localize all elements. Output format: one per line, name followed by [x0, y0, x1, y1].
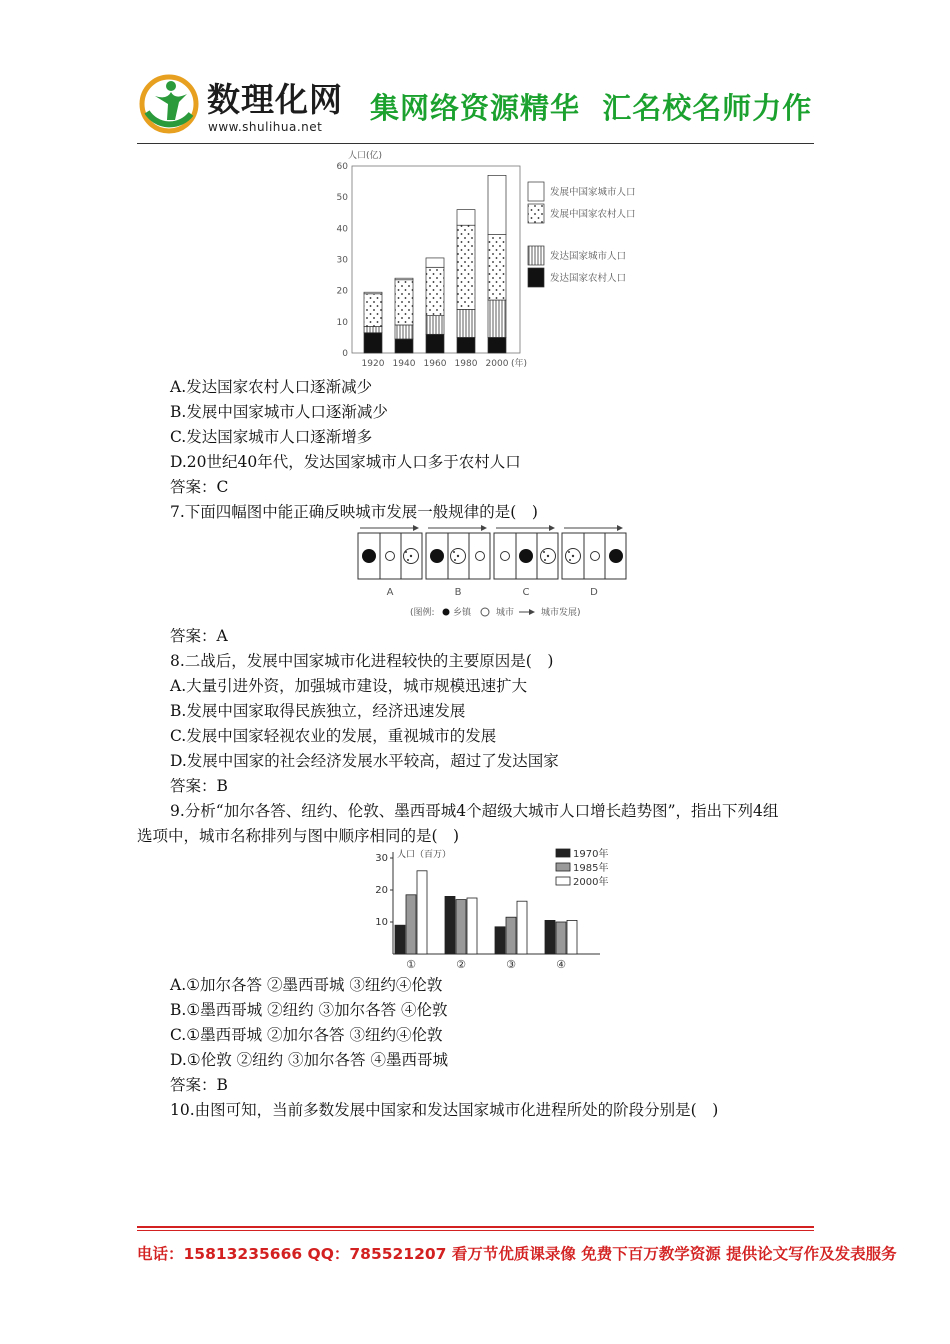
chart1-bar-segment	[488, 235, 506, 300]
chart1-bar-segment	[426, 267, 444, 315]
chart1-legend-swatch	[528, 246, 544, 265]
chart2-ytick-label: 20	[375, 885, 388, 896]
chart1-ytick-label: 0	[342, 349, 348, 359]
chart2-bar	[517, 901, 527, 954]
footer-contact: 电话：15813235666 QQ：785521207 看万节优质课录像 免费下百万教学资源 提供论文写作及发表服务	[137, 1245, 897, 1263]
diagram-panel-d	[562, 528, 626, 598]
chart1-bar-segment	[426, 334, 444, 353]
footer-divider	[137, 1226, 814, 1228]
q9-answer: 答案：B	[170, 1076, 228, 1094]
city-development-diagram	[350, 524, 650, 619]
diagram-label-a: A	[386, 587, 394, 598]
q8-option-c: C.发展中国家轻视农业的发展，重视城市的发展	[170, 727, 497, 745]
chart2-xtick-label: ①	[406, 958, 416, 970]
chart2-bar	[456, 900, 466, 954]
q7-question: 7.下面四幅图中能正确反映城市发展一般规律的是( )	[170, 503, 538, 521]
legend-town-label: 乡镇	[453, 608, 472, 618]
q7-answer: 答案：A	[170, 627, 228, 645]
footer-divider-thin	[137, 1230, 814, 1231]
chart1-bar-segment	[395, 278, 413, 280]
chart2-ytick-label: 10	[375, 917, 388, 928]
chart2-legend-swatch	[556, 863, 570, 871]
chart1-bar-segment	[364, 333, 382, 353]
brand-url[interactable]: www.shulihua.net	[208, 120, 323, 134]
chart2-xtick-label: ④	[556, 958, 566, 970]
q6-option-d: D.20世纪40年代，发达国家城市人口多于农村人口	[170, 453, 521, 471]
chart2-xtick-label: ③	[506, 958, 516, 970]
chart1-bar-segment	[488, 175, 506, 234]
chart2-xtick-label: ②	[456, 958, 466, 970]
chart1-xtick-label: 1920	[361, 359, 385, 369]
chart1-legend-swatch	[528, 268, 544, 287]
site-logo[interactable]	[137, 70, 367, 140]
chart1-ytick-label: 30	[336, 255, 348, 266]
brand-name: 数理化网	[207, 80, 343, 119]
q8-option-b: B.发展中国家取得民族独立，经济迅速发展	[170, 702, 466, 720]
chart1-legend-label: 发展中国家城市人口	[550, 187, 636, 198]
person-circle-logo-icon	[137, 70, 201, 136]
chart1-ytick-label: 10	[336, 317, 348, 328]
chart1-xtick-label: 1960	[423, 359, 447, 369]
legend-arrow-label: 城市发展)	[541, 608, 581, 618]
q10-question: 10.由图可知，当前多数发展中国家和发达国家城市化进程所处的阶段分别是( )	[170, 1101, 719, 1119]
chart1-bar-segment	[364, 294, 382, 327]
chart1-bar-segment	[395, 280, 413, 325]
diagram-label-b: B	[454, 587, 462, 598]
chart1-xtick-label: 2000	[485, 359, 509, 369]
header-divider	[137, 143, 814, 144]
chart2-bar	[556, 922, 566, 954]
chart1-bar-segment	[457, 225, 475, 309]
chart2-legend-label: 2000年	[573, 877, 609, 888]
q6-answer: 答案：C	[170, 478, 229, 496]
header-slogan: 集网络资源精华 汇名校名师力作	[370, 91, 813, 125]
q9-option-c: C.①墨西哥城 ②加尔各答 ③纽约④伦敦	[170, 1026, 443, 1044]
chart2-bar	[467, 898, 477, 954]
chart2-bar	[406, 895, 416, 954]
chart2-legend-swatch	[556, 877, 570, 885]
q9-question-line1: 9.分析“加尔各答、纽约、伦敦、墨西哥城4个超级大城市人口增长趋势图”，指出下列4组	[170, 802, 779, 820]
legend-prefix: (图例:	[410, 608, 435, 618]
chart1-ylabel: 人口(亿)	[348, 151, 383, 161]
chart1-xtick-label: 1940	[392, 359, 416, 369]
q9-question-line2: 选项中，城市名称排列与图中顺序相同的是( )	[137, 827, 460, 845]
q6-option-c: C.发达国家城市人口逐渐增多	[170, 428, 373, 446]
chart2-legend-label: 1985年	[573, 863, 609, 874]
chart1-xunit: (年)	[511, 359, 528, 369]
diagram-legend	[410, 606, 581, 618]
chart2-bar	[567, 920, 577, 954]
chart1-legend-swatch	[528, 204, 544, 223]
legend-city-label: 城市	[496, 608, 515, 618]
chart1-legend-swatch	[528, 182, 544, 201]
chart2-bar	[445, 896, 455, 954]
chart1-legend-label: 发达国家城市人口	[550, 251, 627, 262]
chart1-legend-label: 发达国家农村人口	[550, 273, 627, 284]
chart1-xtick-label: 1980	[454, 359, 478, 369]
chart1-bar-segment	[457, 337, 475, 353]
chart1-ytick-label: 60	[336, 162, 348, 172]
q9-option-a: A.①加尔各答 ②墨西哥城 ③纽约④伦敦	[170, 976, 443, 994]
chart2-bar	[495, 927, 505, 954]
diagram-label-c: C	[522, 587, 530, 598]
q8-answer: 答案：B	[170, 777, 228, 795]
q8-question: 8.二战后，发展中国家城市化进程较快的主要原因是( )	[170, 652, 554, 670]
legend-city-circle-icon	[481, 608, 489, 616]
chart2-bar	[545, 920, 555, 954]
chart1-legend-label: 发展中国家农村人口	[550, 209, 636, 220]
population-stacked-bar-chart	[330, 148, 660, 373]
chart2-bar	[506, 917, 516, 954]
chart2-legend-swatch	[556, 849, 570, 857]
diagram-panel-a	[358, 528, 422, 598]
chart2-ytick-label: 30	[375, 853, 388, 864]
chart1-bar-segment	[488, 300, 506, 337]
chart1-ytick-label: 50	[336, 193, 348, 204]
chart2-ylabel: 人口（百万）	[397, 850, 452, 860]
chart1-bar-segment	[395, 325, 413, 339]
diagram-panel-c	[494, 528, 558, 598]
q6-option-a: A.发达国家农村人口逐渐减少	[170, 378, 373, 396]
diagram-label-d: D	[590, 587, 598, 598]
city-population-bar-chart	[360, 845, 610, 970]
chart1-bar-segment	[364, 327, 382, 333]
q8-option-a: A.大量引进外资，加强城市建设，城市规模迅速扩大	[170, 677, 528, 695]
diagram-panel-b	[426, 528, 490, 598]
chart2-bar	[417, 871, 427, 954]
q8-option-d: D.发展中国家的社会经济发展水平较高，超过了发达国家	[170, 752, 559, 770]
chart1-bar-segment	[426, 258, 444, 267]
chart2-legend-label: 1970年	[573, 849, 609, 860]
chart1-ytick-label: 20	[336, 286, 348, 297]
chart1-bar-segment	[457, 309, 475, 337]
chart2-bar	[395, 925, 405, 954]
chart1-bar-segment	[395, 339, 413, 353]
chart1-bar-segment	[457, 210, 475, 226]
chart1-ytick-label: 40	[336, 224, 348, 235]
q9-option-b: B.①墨西哥城 ②纽约 ③加尔各答 ④伦敦	[170, 1001, 448, 1019]
q9-option-d: D.①伦敦 ②纽约 ③加尔各答 ④墨西哥城	[170, 1051, 448, 1069]
q6-option-b: B.发展中国家城市人口逐渐减少	[170, 403, 388, 421]
chart1-bar-segment	[488, 337, 506, 353]
legend-town-dot-icon	[443, 609, 450, 616]
chart1-bar-segment	[426, 316, 444, 335]
chart1-bar-segment	[364, 292, 382, 294]
